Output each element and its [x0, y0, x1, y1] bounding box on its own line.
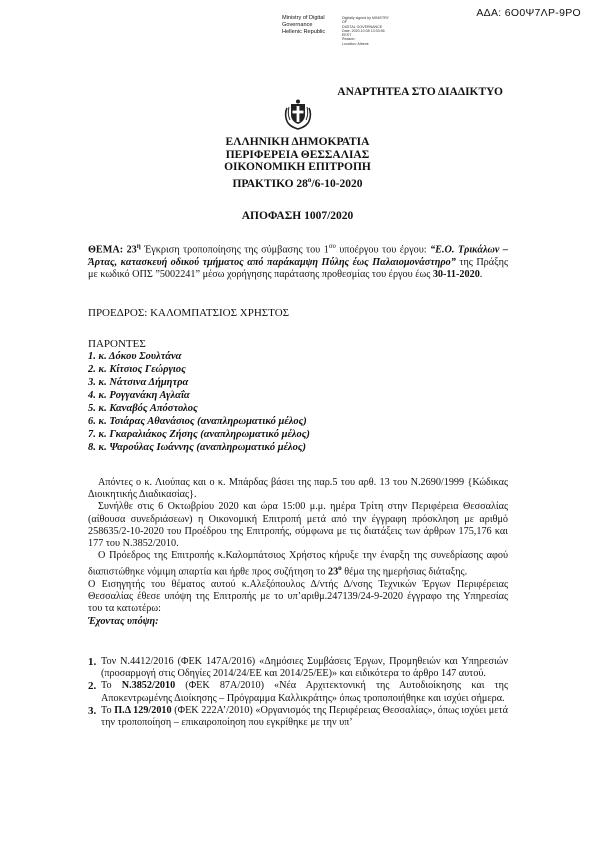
item-number: 23 [327, 566, 339, 578]
stamp-sig-line: EEST [342, 33, 352, 38]
opening-paragraph [88, 550, 508, 579]
project-title: “Ε.Ο. Τρικάλων – Άρτας, κατασκευή οδικού τμήματος από παράκαμψη Πύλης έως Παλαιομονάστηρο” [88, 244, 509, 268]
item-num: 1. [88, 656, 97, 668]
header-line: ΕΛΛΗΝΙΚΗ ΔΗΜΟΚΡΑΤΙΑ [225, 136, 370, 148]
stamp-sig-line: Location: Athens [342, 41, 369, 46]
list-item: 8. κ. Ψαρούλας Ιωάννης (αναπληρωματικό μέλος) [88, 442, 307, 453]
stamp-sig-line: DIGITAL GOVERNANCE [342, 24, 383, 29]
list-item: 6. κ. Τσιάρας Αθανάσιος (αναπληρωματικό μέλος) [88, 416, 307, 427]
law-ref: Ν.3852/2010 [121, 680, 176, 692]
digital-signature-stamp [282, 15, 392, 59]
meeting-paragraph: Συνήλθε στις 6 Οκτωβρίου 2020 και ώρα 15:00 μ.μ. ημέρα Τρίτη στην Περιφέρεια Θεσσαλίας (αίθουσα συνεδριάσεων) η Οικονομική Επιτροπή μετά από την έγγραφη πρόσκληση με αριθμό 258635/2-10-2020 του Προέδρου της Επιτροπής, σύμφωνα με τις διατάξεις των άρθρων 175,176 και 177 του Ν.3852/2010. [88, 501, 508, 550]
list-item [88, 680, 508, 704]
minutes-text: ΠΡΑΚΤΙΚΟ 28 [232, 177, 308, 190]
item-text: (ΦΕΚ 222Α’/2010) «Οργανισμός της Περιφέρειας Θεσσαλίας», όπως ισχύει μετά την τροποποίηση – επικαιροποίηση που εγκρίθηκε με την υπ’ [101, 704, 508, 729]
list-item: 2. κ. Κίτσιος Γεώργιος [88, 364, 186, 375]
minutes-number [0, 174, 595, 190]
document-header [0, 136, 595, 190]
paragraph-text: Ο Πρόεδρος της Επιτροπής κ.Καλομπάτσιος Χρήστος κήρυξε την έναρξη της συνεδρίασης αφού διαπιστώθηκε νόμιμη απαρτία και ήρθε προς συζήτηση το [88, 550, 508, 578]
item-text: Τον Ν.4412/2016 (ΦΕΚ 147Α/2016) «Δημόσιες Συμβάσεις Έργων, Προμηθειών και Υπηρεσιών (προσαρμογή στις Οδηγίες 2014/24/ΕΕ και 2014/25/ΕΕ)» και ειδικότερα το άρθρο 147 αυτού. [101, 656, 508, 680]
attendees-title: ΠΑΡΟΝΤΕΣ [88, 338, 146, 350]
subject-text: της Πράξης με κωδικό ΟΠΣ ”5002241” μέσω χορήγησης παράτασης προθεσμίας του έργου έως [88, 256, 508, 280]
list-item: 5. κ. Καναβός Απόστολος [88, 403, 198, 414]
subject-sup: ου [328, 242, 336, 250]
stamp-org-line: Ministry of Digital [282, 15, 325, 21]
absentees-paragraph: Απόντες ο κ. Λιούπας και ο κ. Μπάρδας βάσει της παρ.5 του αρθ. 13 του Ν.2690/1999 {Κώδικας Διοικητικής Διαδικασίας}. [88, 477, 508, 501]
considerations-list [88, 656, 508, 729]
attendees-list [88, 350, 310, 454]
law-ref: Π.Δ 129/2010 [114, 704, 172, 716]
deadline-date: 30-11-2020 [432, 268, 480, 280]
stamp-org-line: Governance [282, 22, 313, 28]
item-num: 2. [88, 680, 97, 693]
item-text: Το [101, 704, 115, 716]
list-item: 4. κ. Ρογγανάκη Αγλαΐα [88, 390, 190, 401]
list-item: 7. κ. Γκαραλιάκος Ζήσης (αναπληρωματικό μέλος) [88, 429, 310, 440]
list-item [88, 656, 508, 680]
stamp-sig-line: Reason: [342, 37, 356, 42]
rapporteur-paragraph: Ο Εισηγητής του θέματος αυτού κ.Αλεξόπουλος Δ/ντής Δ/νσης Τεχνικών Έργων Περιφέρειας Θεσσαλίας έθεσε υπόψη της Επιτροπής με το υπ’αριθμ.247139/24-9-2020 έγγραφο της Υπηρεσίας του τα κατωτέρω: [88, 579, 508, 615]
stamp-sig-line: Date: 2020.10.08 13:33:56 [342, 28, 385, 33]
body-text [88, 477, 508, 628]
subject-text: υποέργου του έργου: [335, 244, 431, 256]
stamp-signature [342, 16, 392, 46]
subject-text: Έγκριση τροποποίησης της σύμβασης του 1 [140, 244, 329, 256]
minutes-sup: ο [307, 175, 312, 184]
item-num: 3. [88, 704, 97, 717]
minutes-date: /6-10-2020 [311, 177, 363, 190]
chairman-line: ΠΡΟΕΔΡΟΣ: ΚΑΛΟΜΠΑΤΣΙΟΣ ΧΡΗΣΤΟΣ [88, 307, 290, 319]
header-line: ΟΙΚΟΝΟΜΙΚΗ ΕΠΙΤΡΟΠΗ [224, 161, 371, 173]
subject-text: . [479, 268, 483, 280]
publish-online-label: ΑΝΑΡΤΗΤΕΑ ΣΤΟ ΔΙΑΔΙΚΤΥΟ [337, 86, 503, 98]
item-text: (ΦΕΚ 87Α/2010) «Νέα Αρχιτεκτονική της Αυτοδιοίκησης και της Αποκεντρωμένης Διοίκησης – Πρόγραμμα Καλλικράτης» όπως τροποποιήθηκε και ισχύει σήμερα. [101, 680, 508, 704]
list-item: 1. κ. Δόκου Σουλτάνα [88, 351, 182, 362]
considering-heading: Έχοντας υπόψη: [88, 615, 159, 627]
subject-label-sup: η [136, 242, 141, 250]
item-text: Το [101, 680, 122, 692]
stamp-org [282, 15, 325, 36]
stamp-sig-line: Digitally signed by MINISTRY OF [342, 16, 390, 25]
subject-label: ΘΕΜΑ: 23 [88, 244, 137, 256]
list-item [88, 705, 508, 729]
item-number-sup: ο [338, 564, 342, 573]
subject-paragraph [88, 240, 508, 281]
ada-code: ΑΔΑ: 6Ο0Ψ7ΛΡ-9ΡΟ [476, 7, 581, 19]
paragraph-text: θέμα της ημερήσιας διάταξης. [341, 566, 468, 578]
list-item: 3. κ. Νάτσινα Δήμητρα [88, 377, 189, 388]
header-line: ΠΕΡΙΦΕΡΕΙΑ ΘΕΣΣΑΛΙΑΣ [225, 148, 370, 161]
decision-number: ΑΠΟΦΑΣΗ 1007/2020 [241, 210, 354, 222]
coat-of-arms-icon [283, 98, 313, 130]
stamp-org-line: Hellenic Republic [282, 29, 326, 35]
